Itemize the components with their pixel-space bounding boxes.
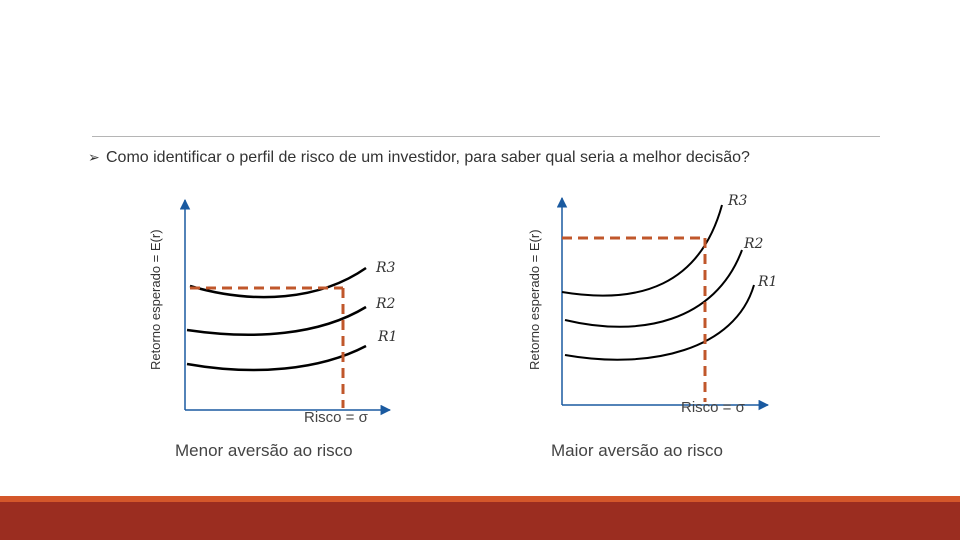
right-label-r3: R3: [728, 193, 748, 209]
left-curve-r1: [187, 346, 366, 370]
diagram-left: [148, 200, 397, 426]
left-label-r2: R2: [376, 296, 396, 312]
diagram-right: [527, 193, 777, 416]
right-y-axis-label: Retorno esperado = E(r): [527, 229, 542, 370]
right-curve-r3: [562, 205, 722, 296]
left-curve-r3: [190, 268, 366, 297]
right-label-r2: R2: [744, 236, 764, 252]
arrow-bullet-icon: ➢: [88, 150, 100, 166]
left-y-axis-label: Retorno esperado = E(r): [148, 229, 163, 370]
left-curve-r2: [187, 307, 366, 335]
bullet-text: Como identificar o perfil de risco de um investidor, para saber qual seria a melhor decisão?: [106, 149, 750, 166]
left-label-r3: R3: [376, 260, 396, 276]
caption-left: Menor aversão ao risco: [175, 441, 353, 460]
right-label-r1: R1: [758, 274, 778, 290]
footer-bar: [0, 502, 960, 540]
left-label-r1: R1: [378, 329, 398, 345]
right-curve-r2: [565, 250, 742, 327]
caption-right: Maior aversão ao risco: [551, 441, 723, 460]
left-x-axis-label: Risco = σ: [304, 409, 368, 426]
right-x-axis-label: Risco = σ: [681, 399, 745, 416]
